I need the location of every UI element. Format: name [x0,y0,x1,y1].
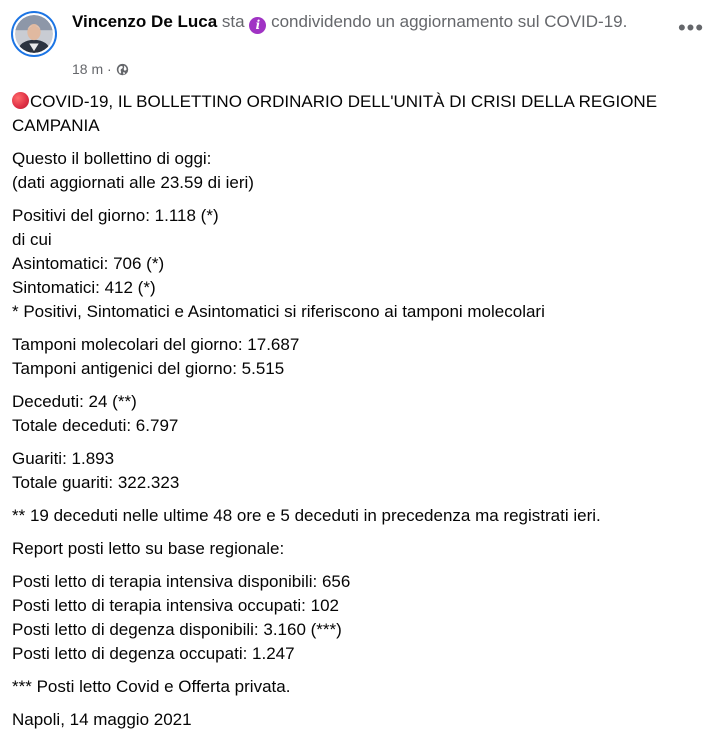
text-line: Guariti: 1.893 [12,449,115,468]
activity-text: condividendo un aggiornamento sul COVID-19. [271,12,628,31]
post-header [72,10,662,34]
signature: Napoli, 14 maggio 2021 [12,710,192,729]
text-line: di cui [12,230,52,249]
deceduti-paragraph [12,390,712,438]
tamponi-paragraph [12,333,712,381]
text-line: Sintomatici: 412 (*) [12,278,156,297]
intro-paragraph [12,147,712,195]
text-line: Positivi del giorno: 1.118 (*) [12,206,219,225]
text-line: (dati aggiornati alle 23.59 di ieri) [12,173,254,192]
more-options-button[interactable]: ••• [677,15,705,40]
posti-letto-paragraph [12,570,712,666]
red-circle-icon [12,92,29,109]
globe-icon [116,63,129,76]
text-line: Deceduti: 24 (**) [12,392,137,411]
note-deceduti: ** 19 deceduti nelle ultime 48 ore e 5 deceduti in precedenza ma registrati ieri. [12,506,601,525]
author-name[interactable]: Vincenzo De Luca [72,12,218,31]
avatar[interactable] [11,11,57,57]
text-line: Questo il bollettino di oggi: [12,149,212,168]
post-title: COVID-19, IL BOLLETTINO ORDINARIO DELL'UNITÀ DI CRISI DELLA REGIONE CAMPANIA [12,92,658,135]
post-body [12,90,712,741]
text-line: Posti letto di terapia intensiva disponibili: 656 [12,572,351,591]
positivi-paragraph [12,204,712,324]
text-line: Posti letto di degenza occupati: 1.247 [12,644,295,663]
text-line: Tamponi antigenici del giorno: 5.515 [12,359,285,378]
text-line: Asintomatici: 706 (*) [12,254,165,273]
note-posti: *** Posti letto Covid e Offerta privata. [12,677,291,696]
text-line: Totale deceduti: 6.797 [12,416,179,435]
text-line: Posti letto di terapia intensiva occupati: 102 [12,596,339,615]
meta-separator: · [107,61,112,77]
text-line: Tamponi molecolari del giorno: 17.687 [12,335,300,354]
text-line: * Positivi, Sintomatici e Asintomatici si riferiscono ai tamponi molecolari [12,302,545,321]
post-timestamp[interactable]: 18 m [72,61,104,77]
text-line: Posti letto di degenza disponibili: 3.160 (***) [12,620,342,639]
post-title-paragraph [12,90,712,138]
profile-photo [15,15,53,53]
post-meta [72,60,129,78]
text-line: Totale guariti: 322.323 [12,473,180,492]
guariti-paragraph [12,447,712,495]
report-title: Report posti letto su base regionale: [12,539,285,558]
info-circle-icon: i [249,17,266,34]
header-verb: sta [221,12,245,31]
